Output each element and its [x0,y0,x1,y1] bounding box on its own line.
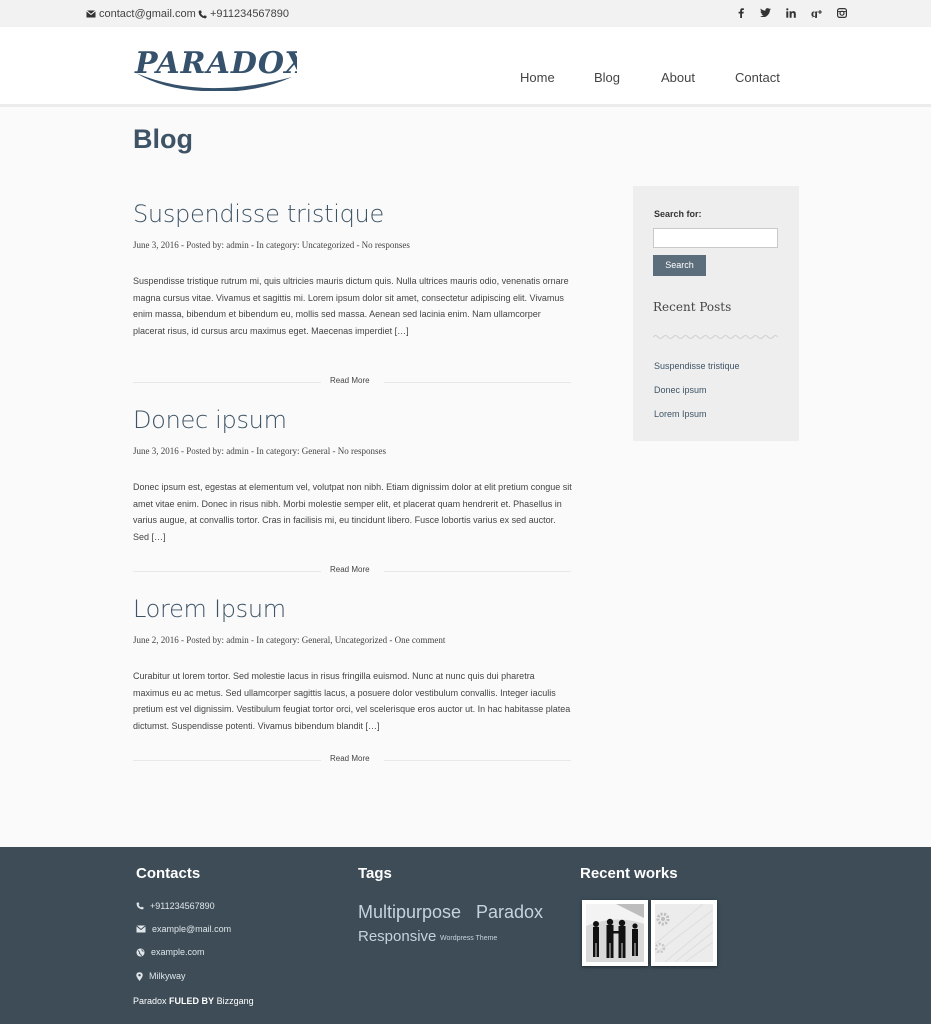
instagram-icon[interactable] [835,7,849,21]
phone-icon [198,10,207,19]
footer-works-heading: Recent works [580,865,678,882]
recent-posts-heading: Recent Posts [653,300,732,314]
tag-multipurpose[interactable]: Multipurpose [358,902,462,922]
read-more-button-3[interactable]: Read More [330,754,370,763]
site-footer [0,847,931,1024]
divider-line [384,382,571,383]
footer-tags-heading: Tags [358,865,392,882]
post-title-1[interactable]: Suspendisse tristique [133,200,384,228]
top-bar [0,0,931,27]
read-more-button-2[interactable]: Read More [330,565,370,574]
recent-post-link-3[interactable]: Lorem Ipsum [654,409,707,419]
recent-work-thumbnail-1[interactable] [582,900,648,966]
twitter-icon[interactable] [758,7,772,20]
post-excerpt-3: Curabitur ut lorem tortor. Sed molestie lacus in risus fringilla euismod. Nunc at nunc quis dui pharetra maximus eu ac metus. Sed ullamcorper sagittis lacus, a posuere dolor vestibulum convallis. Integer iaculis pretium est vel dignissim. Vestibulum feugiat tortor orci, vel scelerisque eros auctor ut. In hac habitasse platea dictumst. Suspendisse potenti. Vivamus bibendum blandit […] [133,671,571,732]
map-marker-icon [136,972,143,981]
linkedin-icon[interactable] [784,7,798,21]
logo[interactable] [132,43,297,91]
post-meta-1: June 3, 2016 - Posted by: admin - In category: Uncategorized - No responses [133,240,410,250]
svg-text:PARADOX: PARADOX [135,46,297,81]
post-excerpt-1: Suspendisse tristique rutrum mi, quis ultricies mauris dictum quis. Nulla ultrices mauris odio, venenatis ornare magna cursus vitae. Vivamus et sagittis mi. Lorem ipsum dolor sit amet, consectetur adipiscing elit. Vivamus enim massa, bibendum et bibendum eu, mollis sed massa. Aenean sed lacinia enim. Nam ullamcorper placerat risus, id cursus arcu maximus eget. Maecenas imperdiet […] [133,276,569,337]
nav-blog[interactable]: Blog [594,70,621,85]
google-plus-icon[interactable] [810,7,824,21]
footer-contact-email[interactable] [136,924,231,934]
sidebar [633,186,799,441]
read-more-row-2 [133,565,571,577]
read-more-button-1[interactable]: Read More [330,376,370,385]
search-input[interactable] [653,228,778,248]
divider-line [384,571,571,572]
footer-email-text: example@mail.com [152,924,232,934]
topbar-email[interactable] [86,8,196,20]
globe-icon [136,948,145,957]
post-title-2[interactable]: Donec ipsum [133,406,287,434]
footer-credit [133,996,254,1006]
divider-line [133,382,321,383]
divider-line [133,571,321,572]
phone-icon [136,902,144,910]
recent-post-link-1[interactable]: Suspendisse tristique [654,361,740,371]
page-title: Blog [133,124,193,154]
paradox-logo-icon [132,43,297,91]
footer-phone-text: +911234567890 [150,901,215,911]
divider-line [384,760,571,761]
footer-website-text: example.com [151,947,205,957]
post-meta-2: June 3, 2016 - Posted by: admin - In category: General - No responses [133,446,386,456]
facebook-icon[interactable] [734,7,748,21]
credit-brand[interactable]: Paradox [133,996,167,1006]
tag-paradox[interactable]: Paradox [476,902,544,922]
topbar-phone-text: +911234567890 [210,8,290,20]
search-label: Search for: [654,209,702,219]
nav-contact[interactable]: Contact [735,70,780,85]
wavy-divider [653,334,778,340]
divider-line [133,760,321,761]
read-more-row-1 [133,376,571,388]
envelope-icon [86,10,96,18]
recent-post-link-2[interactable]: Donec ipsum [654,385,707,395]
credit-author[interactable]: Bizzgang [216,996,254,1006]
footer-contact-address [136,971,186,981]
nav-about[interactable]: About [661,70,695,85]
search-button[interactable]: Search [653,255,706,276]
tag-wordpress-theme[interactable]: Wordpress Theme [440,935,498,942]
svg-text:g: g [811,9,818,18]
credit-fueled: FULED BY [169,996,215,1006]
recent-work-thumbnail-2[interactable] [651,900,717,966]
post-meta-3: June 2, 2016 - Posted by: admin - In category: General, Uncategorized - One comment [133,635,446,645]
post-excerpt-2: Donec ipsum est, egestas at elementum vel, volutpat non nibh. Etiam dignissim dolor at elit pretium congue sit amet vitae enim. Donec in risus nibh. Morbi molestie semper elit, et placerat quam hendrerit et. Phasellus in varius augue, at convallis tortor. Cras in facilisis mi, eu tincidunt libero. Fusce lobortis varius ex sed auctor. Sed […] [133,482,572,543]
post-title-3[interactable]: Lorem Ipsum [133,595,286,623]
business-people-image [586,904,644,962]
footer-contacts-heading: Contacts [136,865,201,882]
footer-contact-website[interactable] [136,947,205,957]
tag-responsive[interactable]: Responsive [358,928,437,945]
footer-address-text: Milkyway [149,971,186,981]
topbar-phone[interactable] [198,8,289,20]
site-header [0,27,931,107]
read-more-row-3 [133,754,571,766]
envelope-icon [136,925,146,933]
footer-contact-phone[interactable] [136,901,215,911]
topbar-email-text: contact@gmail.com [99,8,196,20]
gears-image [655,904,713,962]
nav-home[interactable]: Home [520,70,555,85]
